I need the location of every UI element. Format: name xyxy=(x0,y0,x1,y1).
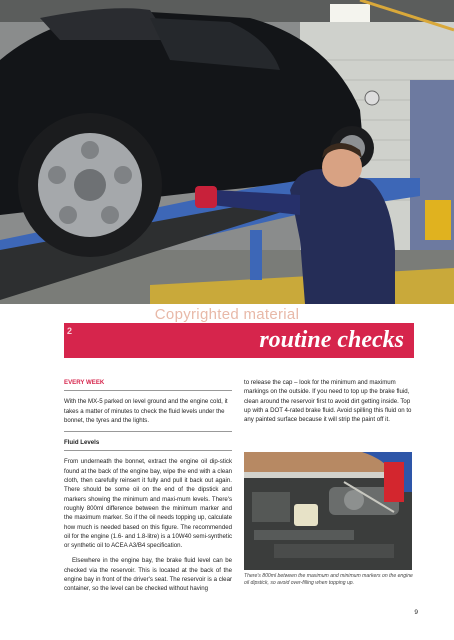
engine-bay-photo xyxy=(244,452,412,570)
intro-paragraph: With the MX-5 parked on level ground and the engine cold, it takes a matter of minutes to check the fluid levels under the bonnet, the tyres and the lights. xyxy=(64,398,228,424)
workshop-photo-art xyxy=(0,0,454,304)
copyright-watermark: Copyrighted material xyxy=(154,306,300,323)
chapter-title: routine checks xyxy=(259,327,404,353)
workshop-photo xyxy=(0,0,454,304)
fluid-levels-heading: Fluid Levels xyxy=(64,439,100,447)
brake-fluid-paragraph: to release the cap – look for the minimum and maximum markings on the outside. If you need to top up the brake fluid, clean around the reservoir first to avoid dirt getting inside. Top up with a DOT 4-rated brake fluid. Avoid spilling this fluid on to any painted surface because it will strip the paint off it. xyxy=(244,379,412,424)
every-week-heading: EVERY WEEK xyxy=(64,379,105,386)
right-column xyxy=(244,378,414,430)
left-column xyxy=(64,378,232,600)
engine-bay-photo-art xyxy=(244,452,412,570)
heading-rule xyxy=(64,390,232,391)
page-number: 9 xyxy=(414,609,418,616)
heading-rule-2 xyxy=(64,450,232,451)
photo-caption: There's 800ml between the maximum and minimum markers on the engine oil dipstick, so avoid over-filling when topping up. xyxy=(244,573,413,587)
chapter-number: 2 xyxy=(67,326,73,336)
fluid-paragraph-1: From underneath the bonnet, extract the engine oil dip-stick found at the back of the engine bay, wipe the end with a clean cloth, then carefully reinsert it fully and pull it back out again. There should be some oil on the end of the dipstick and markers showing the minimum and maxi-mum levels. There's roughly 800ml difference between the minimum marker and the maximum marker. So if the oil needs topping up, calculate how much is needed based on this figure. The recommended oil for the engine (1.6- and 1.8-litre) is a 10W40 semi-synthetic or synthetic oil to ACEA A3/B4 specification. xyxy=(64,458,232,550)
fluid-paragraph-2: Elsewhere in the engine bay, the brake fluid level can be checked via the reservoir. This is located at the back of the engine bay in front of the driver's seat. The reservoir is a clear container, so the level can be checked without having xyxy=(64,557,232,593)
section-rule xyxy=(64,431,232,432)
chapter-banner xyxy=(64,323,414,358)
